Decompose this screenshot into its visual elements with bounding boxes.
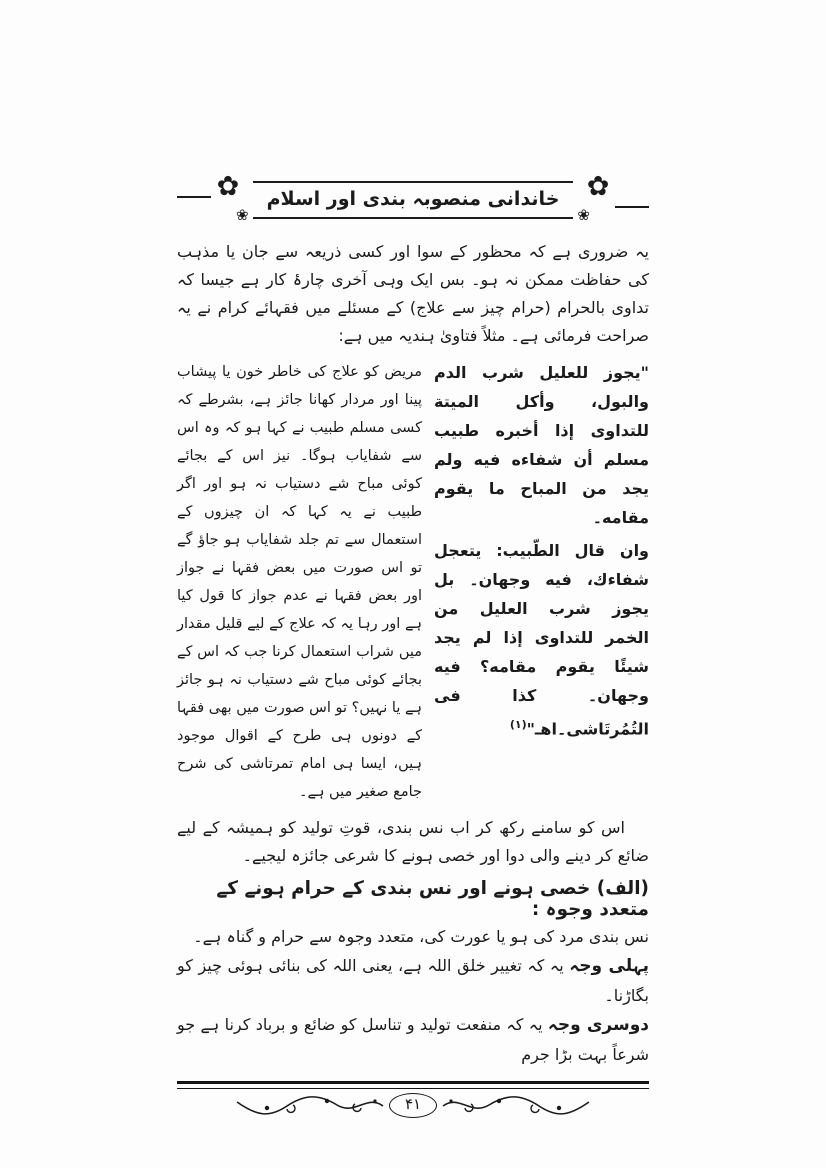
florette-icon: ❀: [236, 206, 249, 224]
title-box: [253, 181, 574, 219]
vine-flourish-icon: [235, 1092, 385, 1118]
urdu-translation-column: [177, 358, 422, 806]
page-title: خاندانی منصوبہ بندی اور اسلام: [266, 188, 560, 210]
section-intro-line: نس بندی مرد کی ہو یا عورت کی، متعدد وجوہ سے حرام و گناہ ہے۔: [193, 927, 649, 946]
footer-double-rule: [177, 1081, 649, 1089]
urdu-translation-paragraph: مریض کو علاج کی خاطر خون یا پیشاب پینا اور مردار کھانا جائز ہے، بشرطے کہ کسی مسلم طبیب نے کہا ہو کہ وہ اس سے شفایاب ہوگا۔ نیز اس کے بجائے کوئی مباح شے دستیاب نہ ہو اور اگر طبیب نے یہ کہا کہ ان چیزوں کے استعمال سے تم جلد شفایاب ہو جاؤ گے تو اس صورت میں بعض فقہا نے جواز اور بعض فقہا نے عدم جواز کا قول کیا ہے اور رہا یہ کہ علاج کے لیے قلیل مقدار میں شراب استعمال کرنا جب کہ اس کے بجائے کوئی مباح شے دستیاب نہ ہو جائز ہے یا نہیں؟ تو اس صورت میں بھی فقہا کے دونوں ہی طرح کے اقوال موجود ہیں، ایسا ہی امام تمرتاشی کی شرح جامع صغیر میں ہے۔: [177, 364, 422, 800]
reason-2-label: دوسری وجہ: [547, 1015, 649, 1035]
book-page: [177, 0, 649, 1118]
floral-ornament-left: [215, 171, 249, 224]
arabic-quote-para-1: "يجوز للعليل شرب الدم والبول، وأكل الميتة للتداوى إذا أخبره طبيب مسلم أن شفاءه فيه ولم يجد من المباح ما يقوم مقامه۔: [434, 363, 649, 527]
florette-icon: ❀: [577, 206, 590, 224]
arabic-quote-text: وان قال الطّبيب: يتعجل شفاءك، فيه وجهان۔ بل يجوز شرب العليل من الخمر للتداوى إذا لم يجد شيئًا يقوم مقامه؟ فيه وجهان۔ كذا فى التُمُرتَاشى۔اهـ": [434, 541, 649, 739]
reason-1-line: [177, 951, 649, 1010]
page-body: [177, 238, 649, 1069]
intro-paragraph: یہ ضروری ہے کہ محظور کے سوا اور کسی ذریعہ سے جان یا مذہب کی حفاظت ممکن نہ ہو۔ بس ایک وہی آخری چارۂ کار ہے جیسا کہ تداوی بالحرام (حرام چیز سے علاج) کے مسئلے میں فقہائے کرام نے یہ صراحت فرمائی ہے۔ مثلاً فتاویٰ ہندیہ میں ہے:: [177, 242, 649, 345]
arabic-quote-para-2: [434, 536, 649, 743]
reason-1-text: یہ کہ تغییر خلق اللہ ہے، یعنی اللہ کی بنائی ہوئی چیز کو بگاڑنا۔: [177, 956, 649, 1005]
floral-ornament-right: [577, 171, 611, 224]
footer-ornament: [177, 1092, 649, 1118]
footnote-marker: (۱): [509, 718, 527, 731]
reason-2-line: [177, 1010, 649, 1069]
page-header: [177, 172, 649, 228]
arabic-quote-column: [434, 358, 649, 806]
page-number: ۴۱: [389, 1093, 437, 1118]
quotation-columns: [177, 358, 649, 806]
reason-1-label: پہلی وجہ: [569, 956, 650, 976]
florette-icon: ✿: [216, 171, 240, 202]
reason-2-text: یہ کہ منفعت تولید و تناسل کو ضائع و برباد کرنا ہے جو شرعاً بہت بڑا جرم: [177, 1015, 649, 1064]
florette-icon: ✿: [586, 171, 610, 202]
closing-paragraph: اس کو سامنے رکھ کر اب نس بندی، قوتِ تولید کو ہمیشہ کے لیے ضائع کر دینے والی دوا اور خصی ہونے کا شرعی جائزہ لیجیے۔: [177, 818, 649, 865]
section-heading: (الف) خصی ہونے اور نس بندی کے حرام ہونے کے متعدد وجوہ :: [216, 878, 649, 920]
page-footer: [177, 1081, 649, 1118]
vine-flourish-icon: [441, 1092, 591, 1118]
header-rule-right: [615, 206, 649, 208]
header-rule-left: [177, 196, 211, 198]
